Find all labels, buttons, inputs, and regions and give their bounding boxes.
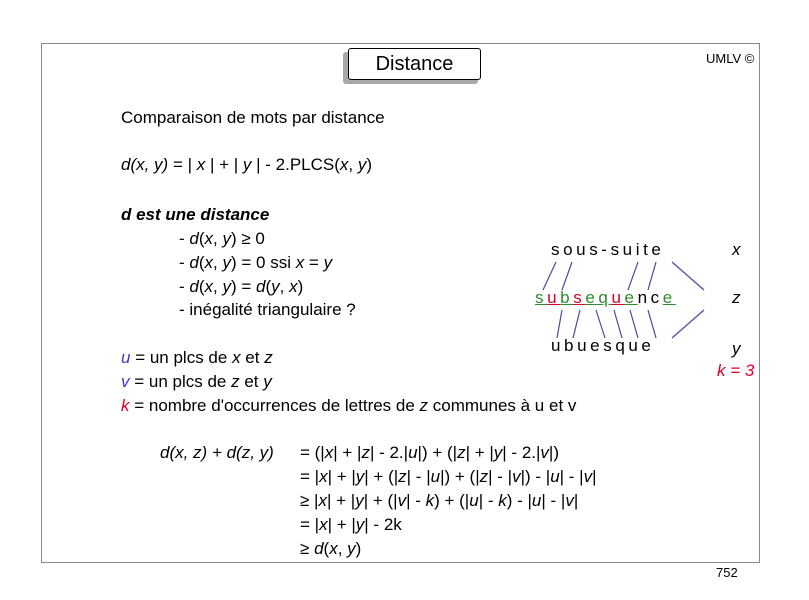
proof-line: = (|x| + |z| - 2.|u|) + (|z| + |y| - 2.|v|) [300,443,559,462]
symbol-u: u [121,348,131,367]
link-line [648,262,656,290]
link-line [614,310,622,338]
proof-line: = |x| + |y| + (|z| - |u|) + (|z| - |v|) - |u| - |v| [300,467,597,486]
word-x: sous-suite [551,240,665,259]
link-line [562,262,572,290]
link-line [628,262,638,290]
proof-line: = |x| + |y| - 2k [300,515,402,534]
definition-u [121,348,273,368]
link-line [596,310,605,338]
page-number: 752 [716,565,738,580]
properties-heading: d est une distance [121,205,270,224]
link-line [557,310,562,338]
definition-text: = un plcs de x et z [130,348,273,367]
link-line [648,310,656,338]
link-line [543,262,556,290]
symbol-v: v [121,372,130,391]
proof-line: ≥ d(x, y) [300,539,362,558]
copyright-badge: UMLV © [706,51,755,66]
property-item: - d(x, y) = d(y, x) [179,277,304,296]
word-y: ubuesque [551,336,655,355]
intro-text: Comparaison de mots par distance [121,108,385,127]
definition-k [121,396,576,416]
label-k: k = 3 [717,361,755,380]
link-line [573,310,580,338]
label-x: x [732,240,741,259]
formula-rhs: = | x | + | y | - 2.PLCS(x, y) [168,155,373,174]
link-line [630,310,638,338]
proof-lhs: d(x, z) + d(z, y) [160,443,274,462]
label-y: y [732,339,741,358]
definition-text: = nombre d'occurrences de lettres de z communes à u et v [129,396,577,415]
label-z: z [732,288,741,307]
formula-lhs: d(x, y) [121,155,169,174]
link-line [672,262,704,290]
word-z: subsequence [535,288,676,307]
property-item: - inégalité triangulaire ? [179,300,356,319]
link-line [672,310,704,338]
definition-v [121,372,272,392]
slide-title-text: Distance [375,52,454,75]
symbol-k: k [121,396,130,415]
definition-text: = un plcs de z et y [129,372,272,391]
property-item: - d(x, y) = 0 ssi x = y [179,253,333,272]
proof-line: ≥ |x| + |y| + (|v| - k) + (|u| - k) - |u| - |v| [300,491,579,510]
property-item: - d(x, y) ≥ 0 [179,229,265,248]
